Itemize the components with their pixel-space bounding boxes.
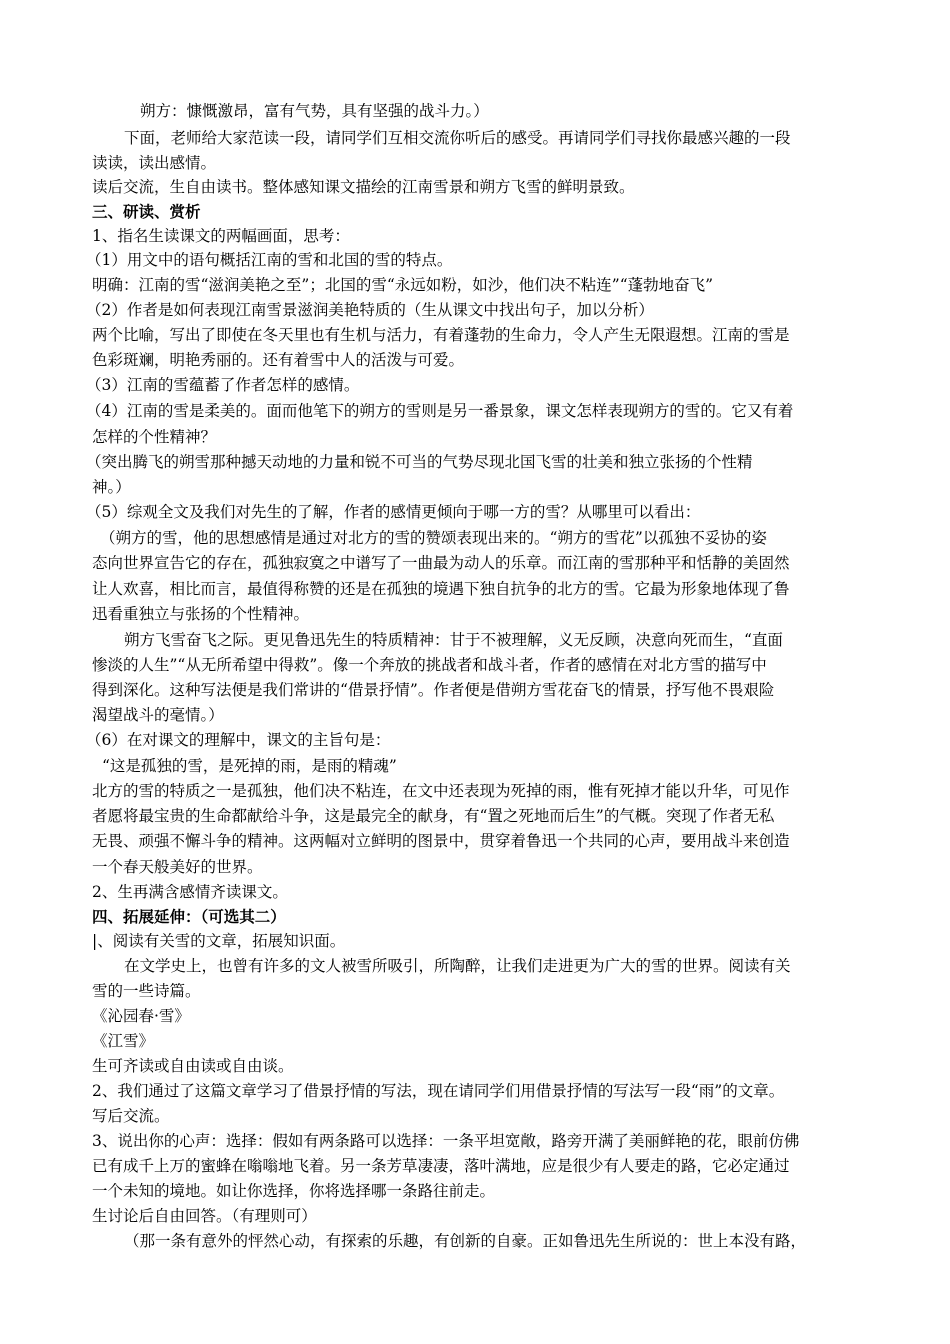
text-line: 让人欢喜，相比而言，最值得称赞的还是在孤独的境遇下独自抗争的北方的雪。它最为形象地体现了鲁 [92, 580, 790, 598]
text-line: （6）在对课文的理解中，课文的主旨句是： [86, 731, 391, 749]
section-heading: 四、拓展延伸：（可选其二） [92, 907, 286, 926]
text-line: 下面，老师给大家范读一段，请同学们互相交流你听后的感受。再请同学们寻找你最感兴趣的一段 [124, 129, 791, 147]
poem-title: 《江雪》 [92, 1032, 155, 1050]
text-line: 明确：江南的雪“滋润美艳之至”；北国的雪“永远如粉，如沙，他们决不粘连”“蓬勃地奋飞” [92, 276, 714, 294]
text-line: 1、指名生读课文的两幅画面，思考： [92, 227, 350, 245]
text-line: 怎样的个性精神？ [92, 428, 217, 446]
text-line: （4）江南的雪是柔美的。面而他笔下的朔方的雪则是另一番景象，课文怎样表现朔方的雪的。它又有着 [86, 402, 794, 420]
text-line: 者愿将最宝贵的生命都献给斗争，这是最完全的献身，有“置之死地而后生”的气概。突现了作者无私 [92, 807, 775, 825]
text-line: 色彩斑斓，明艳秀丽的。还有着雪中人的活泼与可爱。 [92, 351, 465, 369]
text-line: 两个比喻，写出了即使在冬天里也有生机与活力，有着蓬勃的生命力，令人产生无限遐想。江南的雪是 [92, 326, 790, 344]
text-line: 一个未知的境地。如让你选择，你将选择哪一条路往前走。 [92, 1182, 496, 1200]
text-line: 北方的雪的特质之一是孤独，他们决不粘连，在文中还表现为死掉的雨，惟有死掉才能以升华，可见作 [92, 782, 790, 800]
text-line: |、阅读有关雪的文章，拓展知识面。 [92, 932, 346, 950]
text-line: 得到深化。这种写法便是我们常讲的“借景抒情”。作者便是借朔方雪花奋飞的情景，抒写他不畏艰险 [92, 681, 775, 699]
text-line: （那一条有意外的怦然心动，有探索的乐趣，有创新的自豪。正如鲁迅先生所说的：世上本没有路， [124, 1232, 807, 1250]
text-line: 态向世界宣告它的存在，孤独寂寞之中谱写了一曲最为动人的乐章。而江南的雪那种平和恬静的美固然 [92, 554, 790, 572]
text-line: 读后交流，生自由读书。整体感知课文描绘的江南雪景和朔方飞雪的鲜明景致。 [92, 178, 635, 196]
section-heading: 三、研读、赏析 [92, 202, 201, 221]
text-line: 神。） [92, 478, 131, 496]
text-line: 已有成千上万的蜜蜂在嗡嗡地飞着。另一条芳草凄凄，落叶满地，应是很少有人要走的路，它必定通过 [92, 1157, 790, 1175]
quote-line: “这是孤独的雪，是死掉的雨，是雨的精魂” [102, 757, 397, 775]
text-line: 2、我们通过了这篇文章学习了借景抒情的写法，现在请同学们用借景抒情的写法写一段“雨”的文章。 [92, 1082, 785, 1100]
text-line: 无畏、顽强不懈斗争的精神。这两幅对立鲜明的图景中，贯穿着鲁迅一个共同的心声，要用战斗来创造 [92, 832, 790, 850]
text-line: （1）用文中的语句概括江南的雪和北国的雪的特点。 [86, 251, 453, 269]
text-line: 惨淡的人生”“从无所希望中得救”。像一个奔放的挑战者和战斗者，作者的感情在对北方雪的描写中 [92, 656, 767, 674]
text-line: 写后交流。 [92, 1107, 170, 1125]
text-line: （3）江南的雪蕴蓄了作者怎样的感情。 [86, 376, 360, 394]
text-line: 雪的一些诗篇。 [92, 982, 201, 1000]
text-line: 一个春天般美好的世界。 [92, 858, 263, 876]
text-line: 2、生再满含感情齐读课文。 [92, 883, 288, 901]
text-line: 迅看重独立与张扬的个性精神。 [92, 605, 310, 623]
text-line: 生可齐读或自由读或自由谈。 [92, 1057, 294, 1075]
text-line: 渴望战斗的毫情。） [92, 706, 224, 724]
text-line: 生讨论后自由回答。（有理则可） [92, 1207, 317, 1225]
text-line: 在文学史上，也曾有许多的文人被雪所吸引，所陶醉，让我们走进更为广大的雪的世界。阅读有关 [124, 957, 791, 975]
text-line: （5）综观全文及我们对先生的了解，作者的感情更倾向于哪一方的雪？从哪里可以看出： [86, 503, 701, 521]
text-line: 3、说出你的心声：选择：假如有两条路可以选择：一条平坦宽敞，路旁开满了美丽鲜艳的花，眼前仿佛 [92, 1132, 800, 1150]
text-line: （2）作者是如何表现江南雪景滋润美艳特质的（生从课文中找出句子，加以分析） [86, 301, 654, 319]
poem-title: 《沁园春·雪》 [92, 1007, 190, 1025]
text-line: 朔方：慷慨激昂，富有气势，具有坚强的战斗力。） [140, 102, 489, 120]
text-line: 读读，读出感情。 [92, 154, 217, 172]
text-line: （朔方的雪，他的思想感情是通过对北方的雪的赞颂表现出来的。“朔方的雪花”以孤独不妥协的姿 [100, 529, 767, 547]
text-line: （突出腾飞的朔雪那种撼天动地的力量和锐不可当的气势尽现北国飞雪的壮美和独立张扬的个性精 [86, 453, 753, 471]
text-line: 朔方飞雪奋飞之际。更见鲁迅先生的特质精神：甘于不被理解，义无反顾，决意向死而生，“直面 [124, 631, 783, 649]
